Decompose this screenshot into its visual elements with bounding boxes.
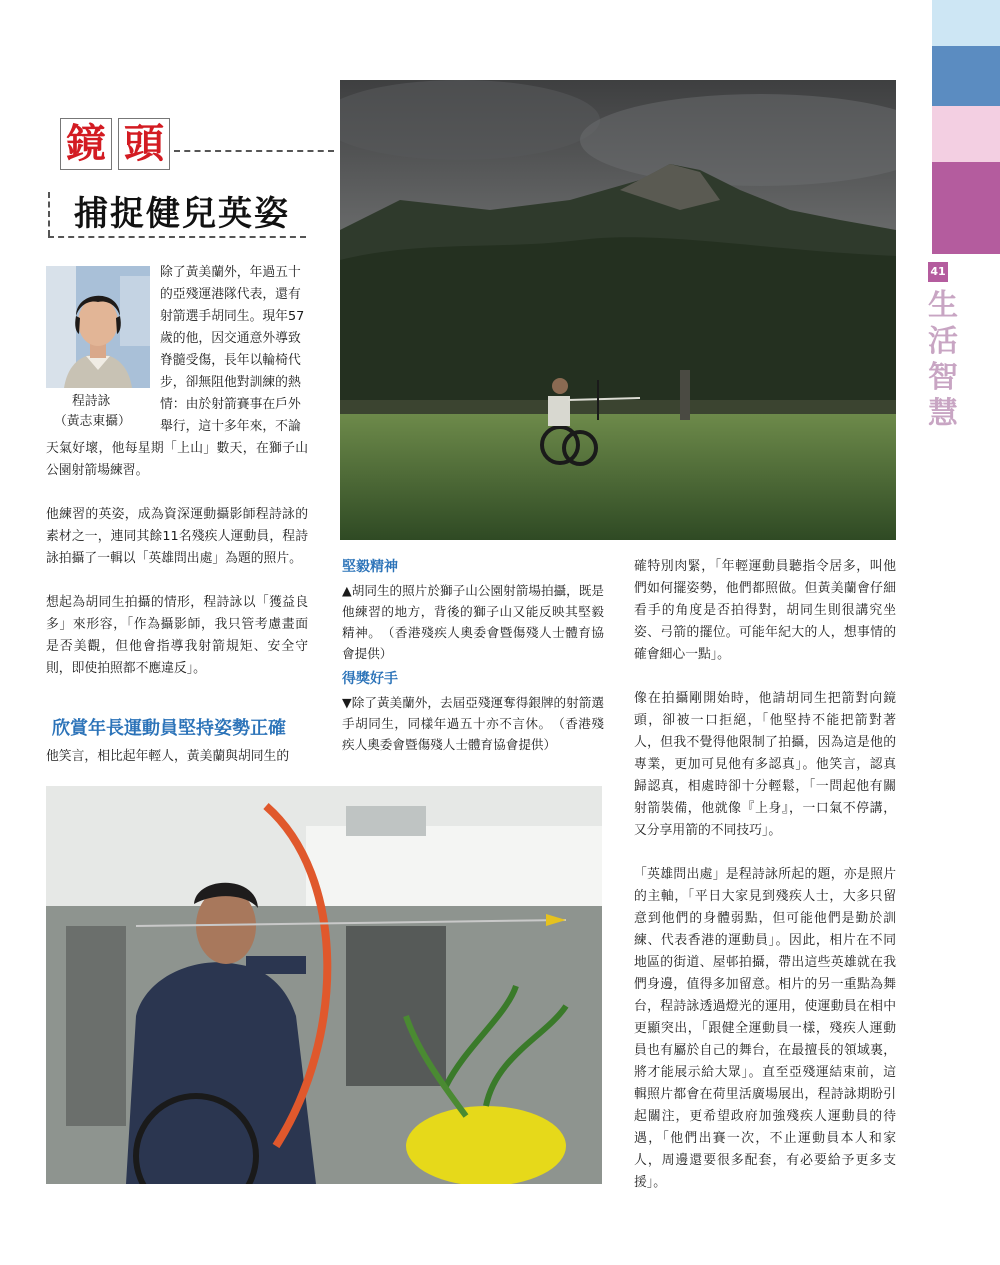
- intro-text: 除了黃美蘭外，年過五十 的亞殘運港隊代表，還有 射箭選手胡同生。現年57 歲的他，因交通意外導致 脊髓受傷，長年以輪椅代 步，卻無阻他對訓練的熱 情：由於射箭賽事在戶外 舉行，這十多年來，不論: [160, 265, 305, 434]
- header-dashed-line-top: [174, 150, 334, 152]
- paragraph-4: 他笑言，相比起年輕人，黃美蘭與胡同生的: [46, 749, 290, 764]
- section-heading: 欣賞年長運動員堅持姿勢正確: [52, 718, 286, 739]
- caption-1-title: 堅毅精神: [342, 559, 398, 575]
- header-char-2: 頭: [118, 118, 170, 170]
- color-tab-3: [932, 106, 1000, 162]
- caption-2-title: 得獎好手: [342, 671, 398, 687]
- col3-paragraph-1: 確特別肉緊，「年輕運動員聽指令居多，叫他們如何擺姿勢，他們都照做。但黃美蘭會仔細看手的角度是否拍得對，胡同生則很講究坐姿、弓箭的擺位。可能年紀大的人，想事情的確會細心一點」。: [634, 559, 896, 662]
- col3-paragraph-2: 像在拍攝剛開始時，他請胡同生把箭對向鏡頭，卻被一口拒絕，「他堅持不能把箭對著人，但我不覺得他限制了拍攝，因為這是他的專業，更加可見他有多認真」。他笑言，認真歸認真，相處時卻十分輕鬆，「一問起他有關射箭裝備，他就像『上身』，一口氣不停講，又分享用箭的不同技巧」。: [634, 691, 896, 838]
- portrait-credit: （黃志東攝）: [54, 414, 131, 429]
- color-tab-1: [932, 0, 1000, 46]
- page-number: 41: [928, 262, 948, 282]
- header-dashed-line-bottom: [48, 236, 306, 238]
- color-tab-2: [932, 46, 1000, 106]
- caption-block-1: [342, 556, 604, 664]
- paragraph-2: 他練習的英姿，成為資深運動攝影師程詩詠的素材之一，連同其餘11名殘疾人運動員，程詩詠拍攝了一輯以「英雄問出處」為題的照片。: [46, 507, 308, 566]
- color-tab-4: [932, 162, 1000, 254]
- column-3-text: [634, 556, 896, 1194]
- caption-1-text: ▲胡同生的照片於獅子山公園射箭場拍攝，既是他練習的地方，背後的獅子山又能反映其堅毅精神。 （香港殘疾人奧委會暨傷殘人士體育協會提供）: [342, 583, 604, 661]
- column-1-text: [46, 438, 308, 680]
- caption-2-text: ▼除了黃美蘭外，去屆亞殘運奪得銀牌的射箭選手胡同生，同樣年過五十亦不言休。 （香港殘疾人奧委會暨傷殘人士體育協會提供）: [342, 695, 604, 752]
- archer-competition-photo: [46, 786, 602, 1184]
- header-dashed-line-left: [48, 192, 50, 236]
- caption-block-2: [342, 668, 604, 755]
- header-char-1: 鏡: [60, 118, 112, 170]
- portrait-photo: [46, 266, 150, 388]
- article-subtitle: 捕捉健兒英姿: [74, 194, 290, 234]
- intro-tail: 天氣好壞，他每星期「上山」數天，在獅子山公園射箭場練習。: [46, 441, 308, 478]
- col3-paragraph-3: 「英雄問出處」是程詩詠所起的題，亦是照片的主軸，「平日大家見到殘疾人士，大多只留意到他們的身體弱點，但可能他們是勤於訓練、代表香港的運動員」。因此，相片在不同地區的街道、屋邨拍攝，帶出這些英雄就在我們身邊，值得多加留意。相片的另一重點為舞台，程詩詠透過燈光的運用，使運動員在相中更顯突出，「跟健全運動員一樣，殘疾人運動員也有屬於自己的舞台，在最擅長的領域裏，將才能展示給大眾」。直至亞殘運結束前，這輯照片都會在荷里活廣場展出，程詩詠期盼引起關注，更希望政府加強殘疾人運動員的待遇，「他們出賽一次，不止運動員本人和家人，周邊還要很多配套，有必要給予更多支援」。: [634, 867, 896, 1190]
- section-title: 生 活 智 慧: [928, 288, 958, 431]
- paragraph-3: 想起為胡同生拍攝的情形，程詩詠以「獲益良多」來形容，「作為攝影師，我只管考慮畫面是否美觀，但他會指導我射箭規矩、安全守則，即使拍照都不應違反」。: [46, 595, 308, 676]
- mountain-archery-photo: [340, 80, 896, 540]
- portrait-name: 程詩詠: [72, 394, 111, 409]
